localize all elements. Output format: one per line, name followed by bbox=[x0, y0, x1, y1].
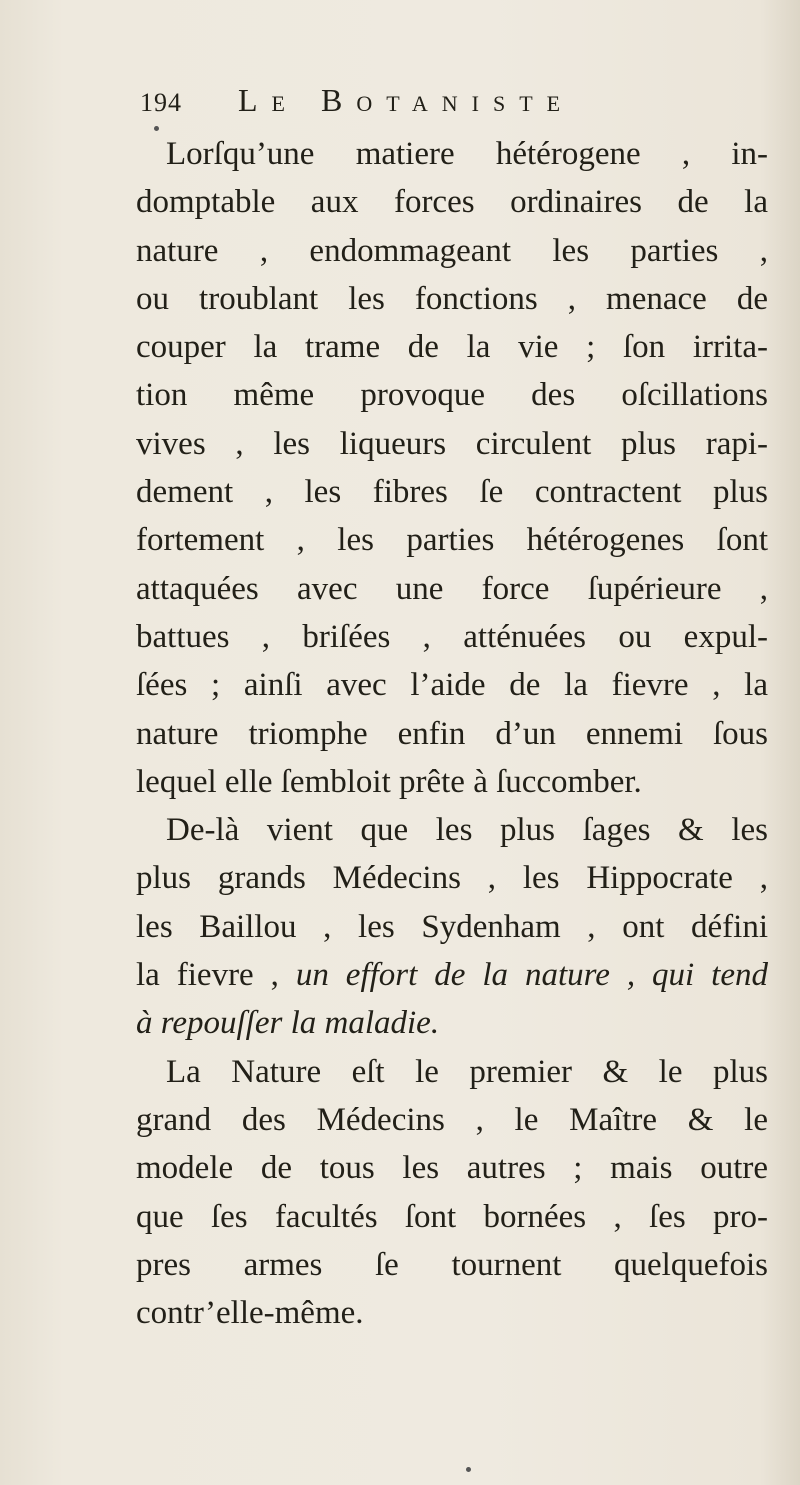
text-line bbox=[136, 999, 768, 1047]
text-line: attaquées avec une force ſupérieure , bbox=[136, 570, 768, 607]
italic-quote: à repouſſer la maladie. bbox=[136, 1005, 440, 1042]
italic-quote: un effort de la nature , qui tend bbox=[295, 957, 768, 994]
text-line: contr’elle-même. bbox=[136, 1295, 364, 1332]
ink-speck bbox=[154, 126, 159, 131]
text-line: battues , briſées , atténuées ou expul- bbox=[136, 618, 768, 655]
text-line: ſées ; ainſi avec l’aide de la fievre , la bbox=[136, 667, 768, 704]
ink-speck bbox=[466, 1467, 471, 1472]
running-title: Le Botaniste bbox=[238, 82, 575, 118]
text-line: nature , endommageant les parties , bbox=[136, 232, 768, 269]
text-line: que ſes facultés ſont bornées , ſes pro- bbox=[136, 1198, 768, 1235]
text-line: fortement , les parties hétérogenes ſont bbox=[136, 522, 768, 559]
text-line: couper la trame de la vie ; ſon irrita- bbox=[136, 329, 768, 366]
text-line: Lorſqu’une matiere hétérogene , in- bbox=[166, 136, 768, 172]
text-line: pres armes ſe tournent quelquefois bbox=[136, 1246, 768, 1283]
text-line-mixed bbox=[136, 951, 768, 999]
text-line: plus grands Médecins , les Hippocrate , bbox=[136, 860, 768, 897]
text-line: les Baillou , les Sydenham , ont défini bbox=[136, 908, 768, 945]
text-line: tion même provoque des oſcillations bbox=[136, 377, 768, 414]
page-number: 194 bbox=[140, 88, 182, 117]
text-line: domptable aux forces ordinaires de la bbox=[136, 184, 768, 221]
text-line: grand des Médecins , le Maître & le bbox=[136, 1101, 768, 1138]
text-line: modele de tous les autres ; mais outre bbox=[136, 1150, 768, 1187]
text-segment: la fievre , bbox=[136, 957, 296, 994]
text-line: vives , les liqueurs circulent plus rapi- bbox=[136, 425, 768, 462]
text-line: lequel elle ſembloit prête à ſuccomber. bbox=[136, 763, 642, 800]
text-line: ou troublant les fonctions , menace de bbox=[136, 280, 768, 317]
text-line: La Nature eſt le premier & le plus bbox=[166, 1053, 768, 1090]
page-header bbox=[140, 82, 660, 122]
text-line: dement , les fibres ſe contractent plus bbox=[136, 474, 768, 511]
text-line: nature triomphe enfin d’un ennemi ſous bbox=[136, 715, 768, 752]
body-text bbox=[136, 130, 768, 1337]
text-line: De-là vient que les plus ſages & les bbox=[166, 812, 768, 849]
